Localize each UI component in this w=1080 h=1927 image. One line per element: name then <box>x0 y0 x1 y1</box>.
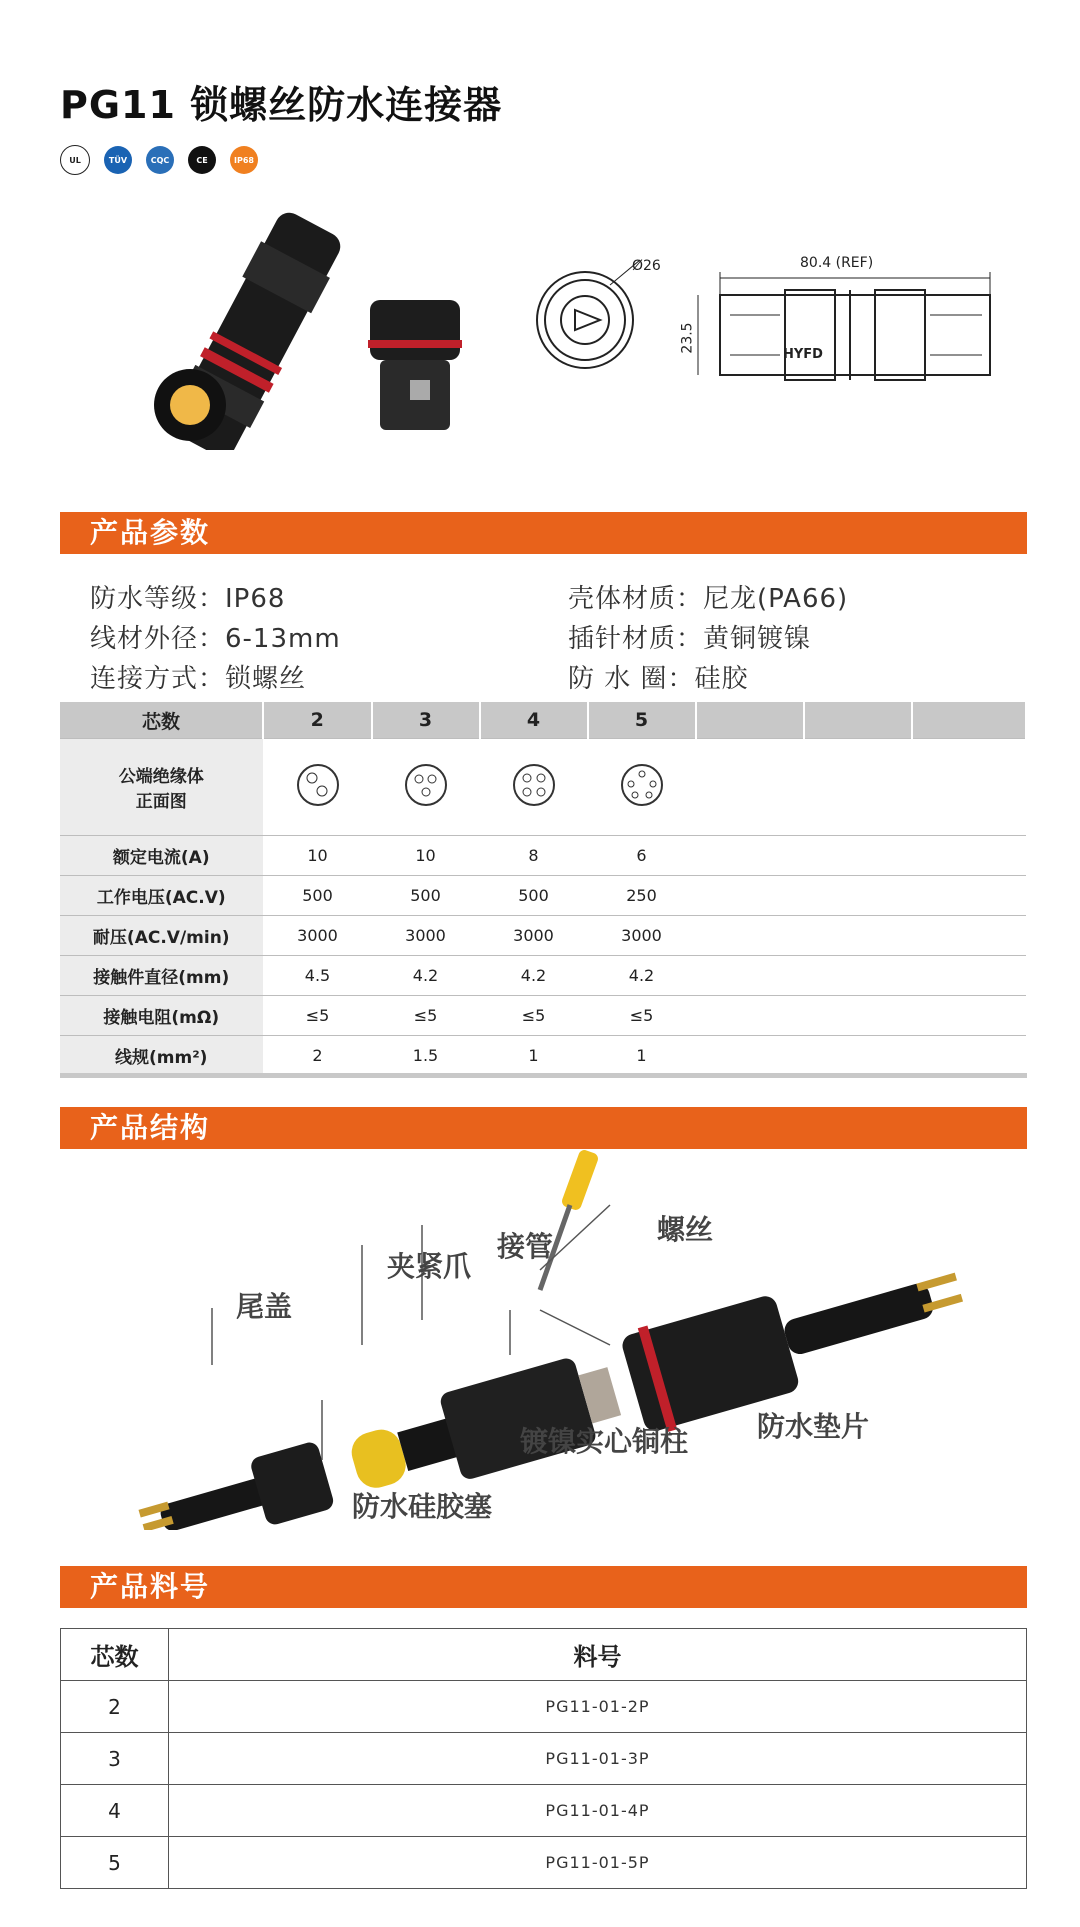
spec-cell: 500 <box>480 876 588 916</box>
spec-row-resistance <box>60 996 1026 1036</box>
spec-cell: ≤5 <box>480 996 588 1036</box>
front-view-4p-icon <box>480 739 588 836</box>
front-label-line1: 公端绝缘体 <box>118 767 204 787</box>
callout-gasket: 防水垫片 <box>757 1410 870 1443</box>
spec-cell: 10 <box>372 836 480 876</box>
param-pin: 插针材质：黄铜镀镍 <box>568 624 812 654</box>
ip68-cert-icon: IP68 <box>230 146 258 174</box>
spec-bottom-rule <box>60 1073 1027 1078</box>
partno-core: 3 <box>61 1733 169 1785</box>
spec-core-2: 2 <box>263 702 372 739</box>
spec-row-current <box>60 836 1026 876</box>
exploded-view-illustration <box>100 1150 980 1530</box>
spec-cell: 4.2 <box>480 956 588 996</box>
spec-row-label: 接触件直径(mm) <box>60 956 263 996</box>
spec-cell: 8 <box>480 836 588 876</box>
spec-front-label <box>60 739 263 836</box>
spec-core-5: 5 <box>588 702 696 739</box>
section-structure-header: 产品结构 <box>60 1107 1027 1149</box>
partno-code: PG11-01-5P <box>169 1837 1027 1889</box>
callout-clamp: 夹紧爪 <box>387 1250 472 1283</box>
spec-cell: ≤5 <box>588 996 696 1036</box>
spec-cell: 3000 <box>480 916 588 956</box>
spec-row-withstand <box>60 916 1026 956</box>
table-row <box>61 1785 1027 1837</box>
callout-pipe: 接管 <box>497 1230 554 1263</box>
cert-badges <box>60 144 258 176</box>
ce-cert-icon: CE <box>188 146 216 174</box>
spec-row-voltage <box>60 876 1026 916</box>
page-title: PG11 锁螺丝防水连接器 <box>60 83 503 127</box>
spec-empty-cell <box>804 739 912 836</box>
spec-cell: 4.2 <box>588 956 696 996</box>
section-params-header: 产品参数 <box>60 512 1027 554</box>
spec-empty-cell <box>696 739 804 836</box>
table-row <box>61 1733 1027 1785</box>
spec-core-3: 3 <box>372 702 480 739</box>
spec-row-diameter <box>60 956 1026 996</box>
partno-code: PG11-01-3P <box>169 1733 1027 1785</box>
partno-head-row <box>61 1629 1027 1681</box>
partno-table <box>60 1628 1027 1889</box>
brand-label: HYFD <box>783 347 823 362</box>
height-label: 23.5 <box>679 322 696 354</box>
spec-row-label: 工作电压(AC.V) <box>60 876 263 916</box>
partno-code: PG11-01-4P <box>169 1785 1027 1837</box>
callout-tail-cap: 尾盖 <box>236 1290 293 1323</box>
spec-cell: 4.5 <box>263 956 372 996</box>
front-view-3p-icon <box>372 739 480 836</box>
tuv-cert-icon: TÜV <box>104 146 132 174</box>
spec-head-label: 芯数 <box>60 702 263 739</box>
spec-cell: 6 <box>588 836 696 876</box>
spec-cell: 10 <box>263 836 372 876</box>
param-waterproof: 防水等级：IP68 <box>90 584 286 614</box>
partno-core: 2 <box>61 1681 169 1733</box>
spec-head-row <box>60 702 1026 739</box>
spec-cell: ≤5 <box>263 996 372 1036</box>
spec-core-empty <box>804 702 912 739</box>
spec-cell: 3000 <box>588 916 696 956</box>
spec-row-label: 线规(mm²) <box>60 1036 263 1076</box>
spec-cell: ≤5 <box>372 996 480 1036</box>
partno-head-code: 料号 <box>169 1629 1027 1681</box>
spec-row-label: 额定电流(A) <box>60 836 263 876</box>
side-view-drawing <box>690 270 1020 390</box>
spec-cell: 500 <box>263 876 372 916</box>
spec-cell: 3000 <box>372 916 480 956</box>
table-row <box>61 1681 1027 1733</box>
spec-core-empty <box>696 702 804 739</box>
front-view-5p-icon <box>588 739 696 836</box>
spec-cell: 250 <box>588 876 696 916</box>
partno-core: 4 <box>61 1785 169 1837</box>
product-photo <box>140 180 500 450</box>
spec-table <box>60 702 1027 1076</box>
table-row <box>61 1837 1027 1889</box>
spec-row-label: 接触电阻(mΩ) <box>60 996 263 1036</box>
spec-cell: 500 <box>372 876 480 916</box>
spec-cell: 3000 <box>263 916 372 956</box>
param-housing: 壳体材质：尼龙(PA66) <box>568 584 849 614</box>
callout-screw: 螺丝 <box>657 1213 714 1246</box>
param-cable-od: 线材外径：6-13mm <box>90 624 341 654</box>
partno-core: 5 <box>61 1837 169 1889</box>
spec-cell: 2 <box>263 1036 372 1076</box>
spec-cell: 1.5 <box>372 1036 480 1076</box>
callout-plug: 防水硅胶塞 <box>352 1490 493 1523</box>
spec-empty-cell <box>912 739 1027 836</box>
spec-row-label: 耐压(AC.V/min) <box>60 916 263 956</box>
spec-core-empty <box>912 702 1027 739</box>
spec-cell: 1 <box>588 1036 696 1076</box>
front-label-line2: 正面图 <box>135 792 187 812</box>
diameter-label: Ø26 <box>632 258 661 274</box>
spec-row-gauge <box>60 1036 1026 1076</box>
spec-cell: 4.2 <box>372 956 480 996</box>
cqc-cert-icon: CQC <box>146 146 174 174</box>
spec-front-row <box>60 739 1026 836</box>
callout-pin: 镀镍实心铜柱 <box>520 1425 689 1458</box>
partno-head-core: 芯数 <box>61 1629 169 1681</box>
length-label: 80.4 (REF) <box>800 255 874 271</box>
front-view-2p-icon <box>263 739 372 836</box>
spec-core-4: 4 <box>480 702 588 739</box>
partno-code: PG11-01-2P <box>169 1681 1027 1733</box>
param-seal: 防 水 圈：硅胶 <box>568 664 749 694</box>
section-partno-header: 产品料号 <box>60 1566 1027 1608</box>
spec-cell: 1 <box>480 1036 588 1076</box>
ul-cert-icon: UL <box>60 145 90 175</box>
param-connection: 连接方式：锁螺丝 <box>90 664 307 694</box>
